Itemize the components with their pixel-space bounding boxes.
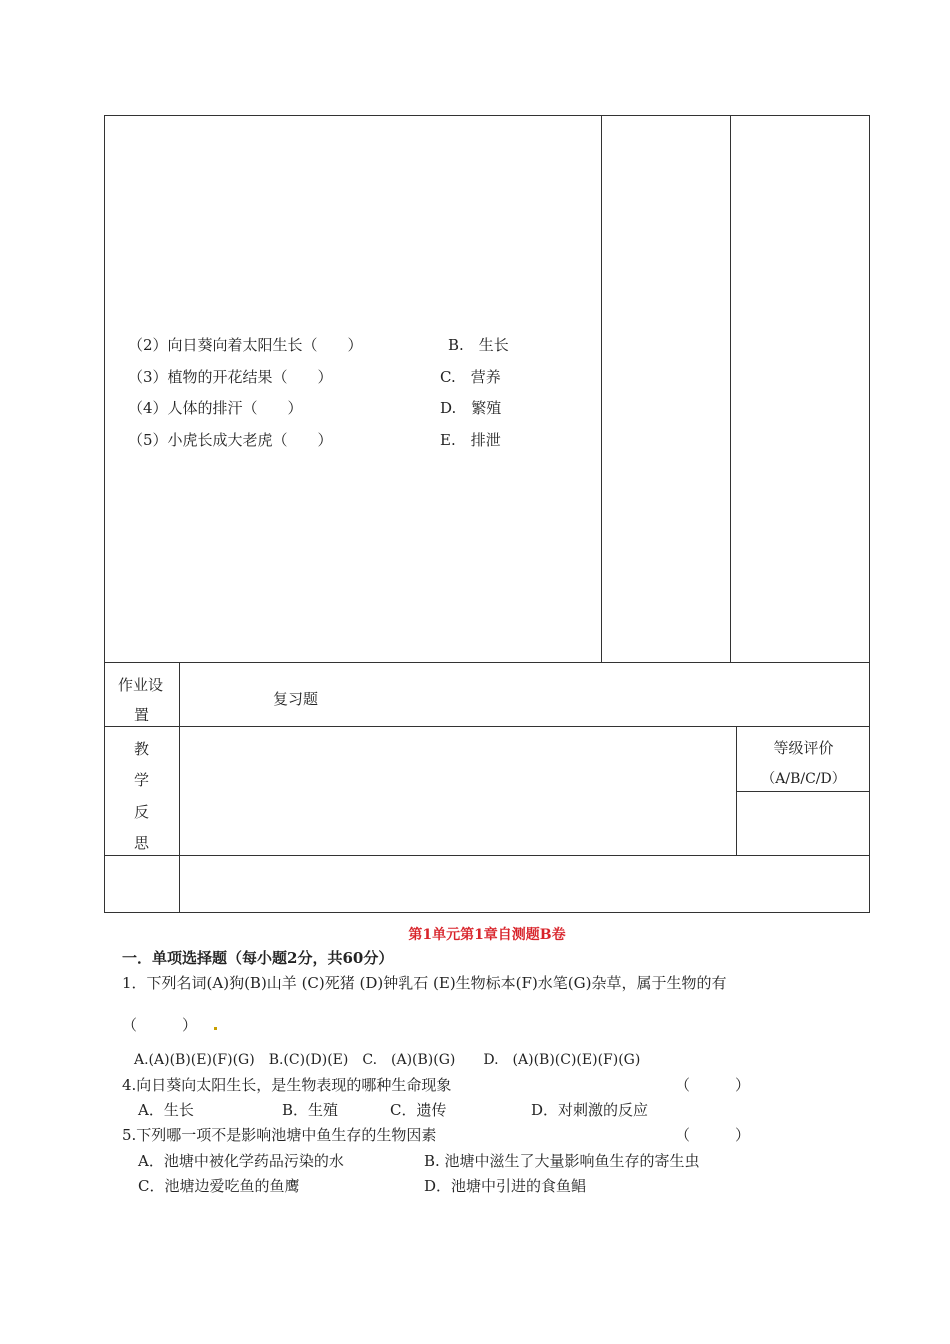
question-5-answer-bracket: （ ）: [675, 1126, 751, 1144]
matching-left-3: （3）植物的开花结果（ ）: [128, 368, 333, 386]
table-divider-label-col: [179, 662, 180, 913]
grade-options: （A/B/C/D）: [761, 771, 846, 787]
question-5: 5.下列哪一项不是影响池塘中鱼生存的生物因素: [122, 1126, 437, 1144]
question-4: 4.向日葵向太阳生长，是生物表现的哪种生命现象: [122, 1076, 452, 1094]
quiz-title: 第1单元第1章自测题B卷: [408, 927, 566, 943]
table-divider-col3: [730, 115, 731, 662]
homework-label-line1: 作业设: [118, 676, 164, 694]
question-4-option-b: B．生殖: [282, 1101, 339, 1119]
reflection-label-1: 教: [134, 740, 150, 758]
table-border-bottom: [104, 912, 870, 913]
question-4-option-a: A．生长: [138, 1101, 194, 1119]
dot-mark-icon: [214, 1027, 217, 1030]
reflection-label-3: 反: [134, 803, 150, 821]
section-heading: 一．单项选择题（每小题2分，共60分）: [122, 949, 394, 967]
reflection-label-4: 思: [134, 834, 150, 852]
matching-right-d: D. 繁殖: [440, 399, 502, 417]
question-5-option-d: D．池塘中引进的食鱼鲳: [424, 1177, 587, 1195]
table-divider-row2: [104, 726, 870, 727]
question-5-option-b: B. 池塘中滋生了大量影响鱼生存的寄生虫: [424, 1152, 700, 1170]
matching-right-c: C. 营养: [440, 368, 501, 386]
table-divider-col2: [601, 115, 602, 662]
matching-right-e: E. 排泄: [440, 431, 501, 449]
matching-right-b: B. 生长: [448, 336, 509, 354]
homework-label-line2: 置: [134, 706, 150, 724]
table-divider-grade-row: [736, 791, 870, 792]
table-divider-row3: [104, 855, 870, 856]
matching-left-4: （4）人体的排汗（ ）: [128, 399, 303, 417]
homework-content: 复习题: [273, 690, 319, 708]
table-border-right: [869, 115, 870, 913]
table-border-left: [104, 115, 105, 913]
table-border-top: [104, 115, 870, 116]
matching-left-5: （5）小虎长成大老虎（ ）: [128, 431, 333, 449]
question-1: 1．下列名词(A)狗(B)山羊 (C)死猪 (D)钟乳石 (E)生物标本(F)水笔(G)杂草，属于生物的有: [122, 974, 727, 992]
table-divider-row1: [104, 662, 870, 663]
matching-left-2: （2）向日葵向着太阳生长（ ）: [128, 336, 363, 354]
question-4-option-d: D．对刺激的反应: [531, 1101, 649, 1119]
question-4-option-c: C．遗传: [390, 1101, 447, 1119]
grade-label: 等级评价: [773, 739, 834, 757]
question-4-answer-bracket: （ ）: [675, 1076, 751, 1094]
reflection-label-2: 学: [134, 771, 150, 789]
question-5-option-a: A．池塘中被化学药品污染的水: [138, 1152, 344, 1170]
question-5-option-c: C．池塘边爱吃鱼的鱼鹰: [138, 1177, 300, 1195]
question-1-options: A.(A)(B)(E)(F)(G) B.(C)(D)(E) C. (A)(B)(G) D. (A)(B)(C)(E)(F)(G): [134, 1052, 641, 1068]
question-1-answer-bracket: （ ）: [122, 1016, 198, 1034]
